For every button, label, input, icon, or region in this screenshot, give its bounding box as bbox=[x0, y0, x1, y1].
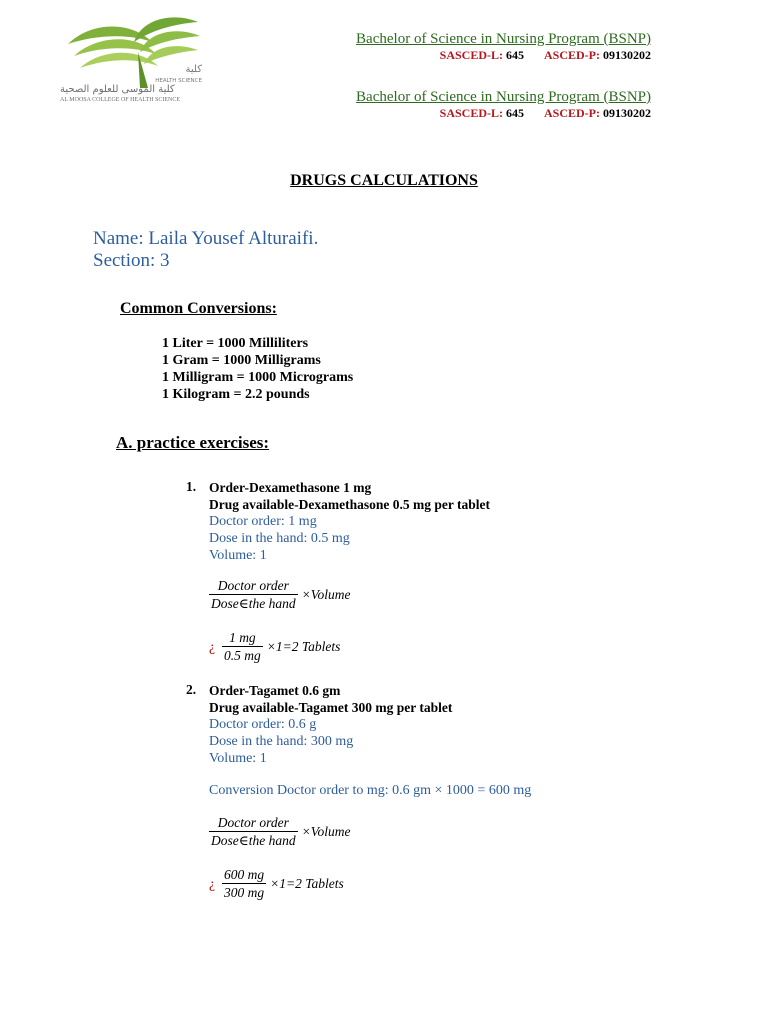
formula-denominator: Dose∈the hand bbox=[211, 596, 296, 611]
solution-fraction bbox=[222, 630, 263, 664]
conversion-item: 1 Gram = 1000 Milligrams bbox=[162, 353, 321, 368]
asced-value: 09130202 bbox=[603, 106, 651, 120]
asced-label: ASCED-P: bbox=[544, 106, 600, 120]
practice-heading: A. practice exercises: bbox=[116, 433, 270, 452]
sasced-label: SASCED-L: bbox=[439, 48, 503, 62]
exercise-doctor-order: Doctor order: 0.6 g bbox=[209, 717, 317, 732]
logo-english-text: AL MOOSA COLLEGE OF HEALTH SCIENCE bbox=[60, 97, 181, 103]
asced-value: 09130202 bbox=[603, 48, 651, 62]
formula-1 bbox=[209, 578, 350, 612]
exercise-2 bbox=[209, 682, 452, 767]
exercise-1 bbox=[209, 479, 490, 564]
conversion-item: 1 Kilogram = 2.2 pounds bbox=[162, 387, 310, 402]
logo-arabic-text: كلية الموسى للعلوم الصحية bbox=[60, 84, 175, 95]
solution-result: ×1=2 Tablets bbox=[266, 639, 341, 654]
sasced-value: 645 bbox=[506, 48, 524, 62]
formula-fraction bbox=[209, 578, 298, 612]
exercise-volume: Volume: 1 bbox=[209, 548, 267, 563]
program-codes-1 bbox=[440, 48, 651, 63]
program-title-1: Bachelor of Science in Nursing Program (BSNP) bbox=[356, 31, 651, 47]
program-title-2: Bachelor of Science in Nursing Program (BSNP) bbox=[356, 89, 651, 105]
sasced-value: 645 bbox=[506, 106, 524, 120]
solution-denominator: 0.5 mg bbox=[224, 648, 261, 663]
exercise-conversion: Conversion Doctor order to mg: 0.6 gm × 1000 = 600 mg bbox=[209, 783, 532, 798]
asced-label: ASCED-P: bbox=[544, 48, 600, 62]
formula-multiplier: ×Volume bbox=[301, 587, 351, 602]
exercise-number: 1. bbox=[186, 479, 197, 494]
solution-denominator: 300 mg bbox=[224, 885, 265, 900]
program-codes-2 bbox=[440, 106, 651, 121]
solution-prefix: ¿ bbox=[209, 876, 215, 891]
college-logo bbox=[60, 12, 206, 108]
solution-1 bbox=[209, 630, 340, 664]
solution-result: ×1=2 Tablets bbox=[270, 876, 344, 891]
exercise-dose-in-hand: Dose in the hand: 300 mg bbox=[209, 734, 354, 749]
conversion-item: 1 Milligram = 1000 Micrograms bbox=[162, 370, 354, 385]
exercise-order: Order-Tagamet 0.6 gm bbox=[209, 683, 341, 698]
formula-fraction bbox=[209, 815, 298, 849]
conversions-list bbox=[162, 335, 353, 403]
solution-numerator: 1 mg bbox=[229, 630, 256, 645]
solution-2 bbox=[209, 867, 344, 901]
exercise-available: Drug available-Dexamethasone 0.5 mg per tablet bbox=[209, 497, 490, 512]
conversion-item: 1 Liter = 1000 Milliliters bbox=[162, 336, 309, 351]
svg-text:HEALTH SCIENCE: HEALTH SCIENCE bbox=[155, 78, 202, 84]
solution-prefix: ¿ bbox=[209, 639, 215, 654]
sasced-label: SASCED-L: bbox=[439, 106, 503, 120]
formula-denominator: Dose∈the hand bbox=[211, 833, 296, 848]
solution-fraction bbox=[222, 867, 266, 901]
conversions-heading: Common Conversions: bbox=[120, 300, 277, 317]
exercise-volume: Volume: 1 bbox=[209, 751, 267, 766]
exercise-available: Drug available-Tagamet 300 mg per tablet bbox=[209, 700, 453, 715]
page-title: DRUGS CALCULATIONS bbox=[290, 172, 478, 189]
solution-numerator: 600 mg bbox=[224, 867, 265, 882]
exercise-dose-in-hand: Dose in the hand: 0.5 mg bbox=[209, 531, 350, 546]
student-section: Section: 3 bbox=[93, 250, 170, 271]
formula-numerator: Doctor order bbox=[217, 578, 289, 593]
exercise-doctor-order: Doctor order: 1 mg bbox=[209, 514, 317, 529]
svg-text:كلية: كلية bbox=[185, 64, 202, 75]
formula-2 bbox=[209, 815, 350, 849]
formula-numerator: Doctor order bbox=[217, 815, 289, 830]
formula-multiplier: ×Volume bbox=[301, 824, 351, 839]
exercise-order: Order-Dexamethasone 1 mg bbox=[209, 480, 372, 495]
student-name: Name: Laila Yousef Alturaifi. bbox=[93, 228, 319, 249]
exercise-number: 2. bbox=[186, 682, 197, 697]
